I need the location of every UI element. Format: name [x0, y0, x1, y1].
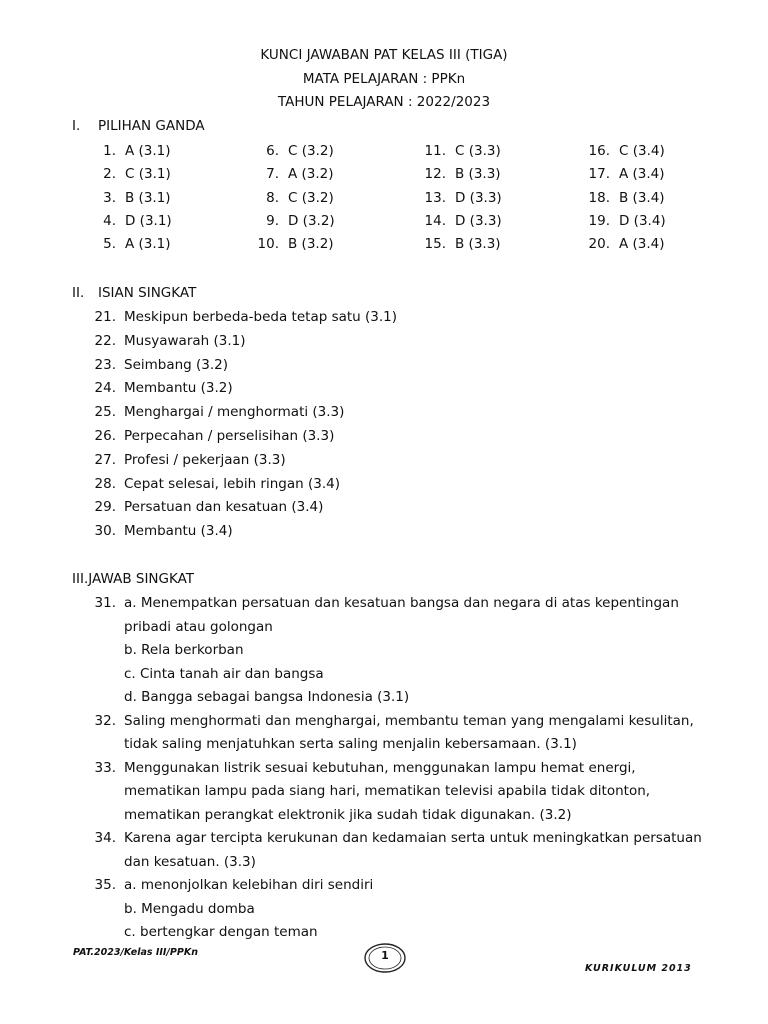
section-title: ISIAN SINGKAT — [98, 285, 197, 301]
mc-row — [0, 190, 768, 210]
mc-answer — [86, 166, 171, 182]
item-number: 33. — [94, 759, 116, 776]
item-number: 31. — [94, 595, 116, 611]
mc-answer — [249, 213, 335, 229]
question-number: 15. — [424, 236, 446, 253]
answer-text: B (3.4) — [619, 189, 665, 206]
item-number: 32. — [94, 712, 116, 729]
answer-text: B (3.3) — [455, 166, 501, 183]
answer-text: B (3.3) — [455, 236, 501, 253]
mc-answer — [249, 190, 334, 206]
question-number: 17. — [588, 166, 610, 183]
item-number: 24. — [94, 380, 116, 397]
answer-text: A (3.4) — [619, 236, 665, 253]
answer-text: A (3.1) — [125, 143, 171, 159]
mc-answer — [416, 190, 502, 206]
mc-answer — [580, 236, 665, 252]
question-number: 20. — [588, 236, 610, 253]
item-text: Membantu (3.2) — [124, 380, 233, 397]
question-number: 3. — [103, 189, 116, 206]
item-number: 23. — [94, 356, 116, 373]
question-number: 18. — [588, 189, 610, 206]
mc-answer — [86, 143, 171, 159]
page-number: 1 — [381, 949, 389, 962]
item-text: Menghargai / menghormati (3.3) — [124, 404, 345, 421]
answer-text: D (3.3) — [455, 212, 502, 229]
item-number: 26. — [94, 428, 116, 444]
item-number: 22. — [94, 332, 116, 349]
answer-text: C (3.2) — [288, 143, 334, 159]
question-number: 6. — [266, 143, 279, 159]
question-number: 7. — [266, 166, 279, 183]
item-text: c. Cinta tanah air dan bangsa — [124, 665, 324, 682]
item-number: 30. — [94, 523, 116, 540]
item-text: d. Bangga sebagai bangsa Indonesia (3.1) — [124, 689, 410, 705]
question-number: 4. — [103, 212, 116, 229]
item-text: b. Mengadu domba — [124, 900, 255, 917]
answer-text: A (3.4) — [619, 166, 665, 183]
answer-text: A (3.2) — [288, 166, 334, 183]
item-text: dan kesatuan. (3.3) — [124, 853, 256, 870]
mc-answer — [580, 213, 666, 229]
footer-right-label: KURIKULUM 2013 — [585, 963, 692, 974]
answer-text: B (3.1) — [125, 189, 171, 206]
item-number: 27. — [94, 451, 116, 468]
answer-text: B (3.2) — [288, 236, 334, 253]
item-text: mematikan lampu pada siang hari, mematikan televisi apabila tidak ditonton, — [124, 783, 651, 799]
item-text: a. Menempatkan persatuan dan kesatuan bangsa dan negara di atas kepentingan — [124, 595, 679, 611]
mc-answer — [580, 190, 665, 206]
section-heading-multiple-choice — [72, 118, 205, 134]
question-number: 5. — [103, 236, 116, 253]
question-number: 14. — [424, 212, 446, 229]
mc-row — [0, 236, 768, 256]
mc-answer — [580, 143, 665, 159]
question-number: 9. — [266, 212, 279, 229]
answer-text: D (3.1) — [125, 212, 172, 229]
question-number: 12. — [424, 166, 446, 183]
mc-answer — [86, 213, 172, 229]
mc-answer — [249, 236, 334, 252]
item-number: 25. — [94, 404, 116, 421]
section-number: II. — [72, 285, 85, 301]
item-number: 35. — [94, 877, 116, 893]
mc-answer — [416, 213, 502, 229]
answer-text: D (3.2) — [288, 212, 335, 229]
mc-answer — [86, 236, 171, 252]
item-text: tidak saling menjatuhkan serta saling menjalin kebersamaan. (3.1) — [124, 736, 577, 752]
mc-answer — [249, 166, 334, 182]
section-heading-short-fill — [72, 285, 196, 301]
item-text: Cepat selesai, lebih ringan (3.4) — [124, 475, 340, 492]
mc-row — [0, 143, 768, 163]
item-text: Karena agar tercipta kerukunan dan kedamaian serta untuk meningkatkan persatuan — [124, 830, 702, 846]
item-number: 28. — [94, 475, 116, 492]
answer-text: D (3.4) — [619, 212, 666, 229]
doc-subject: MATA PELAJARAN : PPKn — [302, 71, 466, 87]
question-number: 16. — [588, 143, 610, 159]
item-text: Profesi / pekerjaan (3.3) — [124, 451, 286, 468]
item-text: Saling menghormati dan menghargai, membantu teman yang mengalami kesulitan, — [124, 712, 694, 729]
mc-answer — [416, 236, 501, 252]
mc-row — [0, 213, 768, 233]
item-text: mematikan perangkat elektronik jika sudah tidak digunakan. (3.2) — [124, 806, 572, 823]
item-text: Persatuan dan kesatuan (3.4) — [124, 499, 324, 516]
item-text: Menggunakan listrik sesuai kebutuhan, menggunakan lampu hemat energi, — [124, 759, 636, 776]
doc-title: KUNCI JAWABAN PAT KELAS III (TIGA) — [260, 47, 508, 63]
item-text: Seimbang (3.2) — [124, 356, 229, 373]
answer-text: C (3.4) — [619, 143, 665, 159]
doc-year: TAHUN PELAJARAN : 2022/2023 — [277, 94, 491, 110]
question-number: 13. — [424, 189, 446, 206]
item-text: c. bertengkar dengan teman — [124, 924, 318, 940]
footer-left-label: PAT.2023/Kelas III/PPKn — [73, 947, 198, 958]
item-text: Meskipun berbeda-beda tetap satu (3.1) — [124, 309, 398, 325]
item-number: 34. — [94, 830, 116, 846]
answer-text: C (3.1) — [125, 166, 171, 183]
item-text: a. menonjolkan kelebihan diri sendiri — [124, 877, 374, 893]
question-number: 1. — [103, 143, 116, 159]
mc-answer — [86, 190, 171, 206]
item-text: Membantu (3.4) — [124, 523, 233, 540]
item-text: Perpecahan / perselisihan (3.3) — [124, 428, 335, 444]
item-number: 21. — [94, 309, 116, 325]
answer-text: C (3.2) — [288, 189, 334, 206]
item-text: b. Rela berkorban — [124, 642, 244, 658]
section-heading-short-answer: III.JAWAB SINGKAT — [72, 571, 195, 587]
answer-text: C (3.3) — [455, 143, 501, 159]
mc-answer — [416, 166, 501, 182]
mc-answer — [416, 143, 501, 159]
mc-answer — [580, 166, 665, 182]
answer-text: A (3.1) — [125, 236, 171, 253]
section-number: I. — [72, 118, 81, 134]
item-number: 29. — [94, 499, 116, 516]
mc-answer — [249, 143, 334, 159]
question-number: 19. — [588, 212, 610, 229]
question-number: 11. — [424, 143, 446, 159]
mc-row — [0, 166, 768, 186]
question-number: 8. — [266, 189, 279, 206]
question-number: 2. — [103, 166, 116, 183]
item-text: Musyawarah (3.1) — [124, 332, 246, 349]
question-number: 10. — [257, 236, 279, 253]
item-text: pribadi atau golongan — [124, 618, 273, 635]
answer-text: D (3.3) — [455, 189, 502, 206]
section-title: PILIHAN GANDA — [98, 118, 205, 134]
